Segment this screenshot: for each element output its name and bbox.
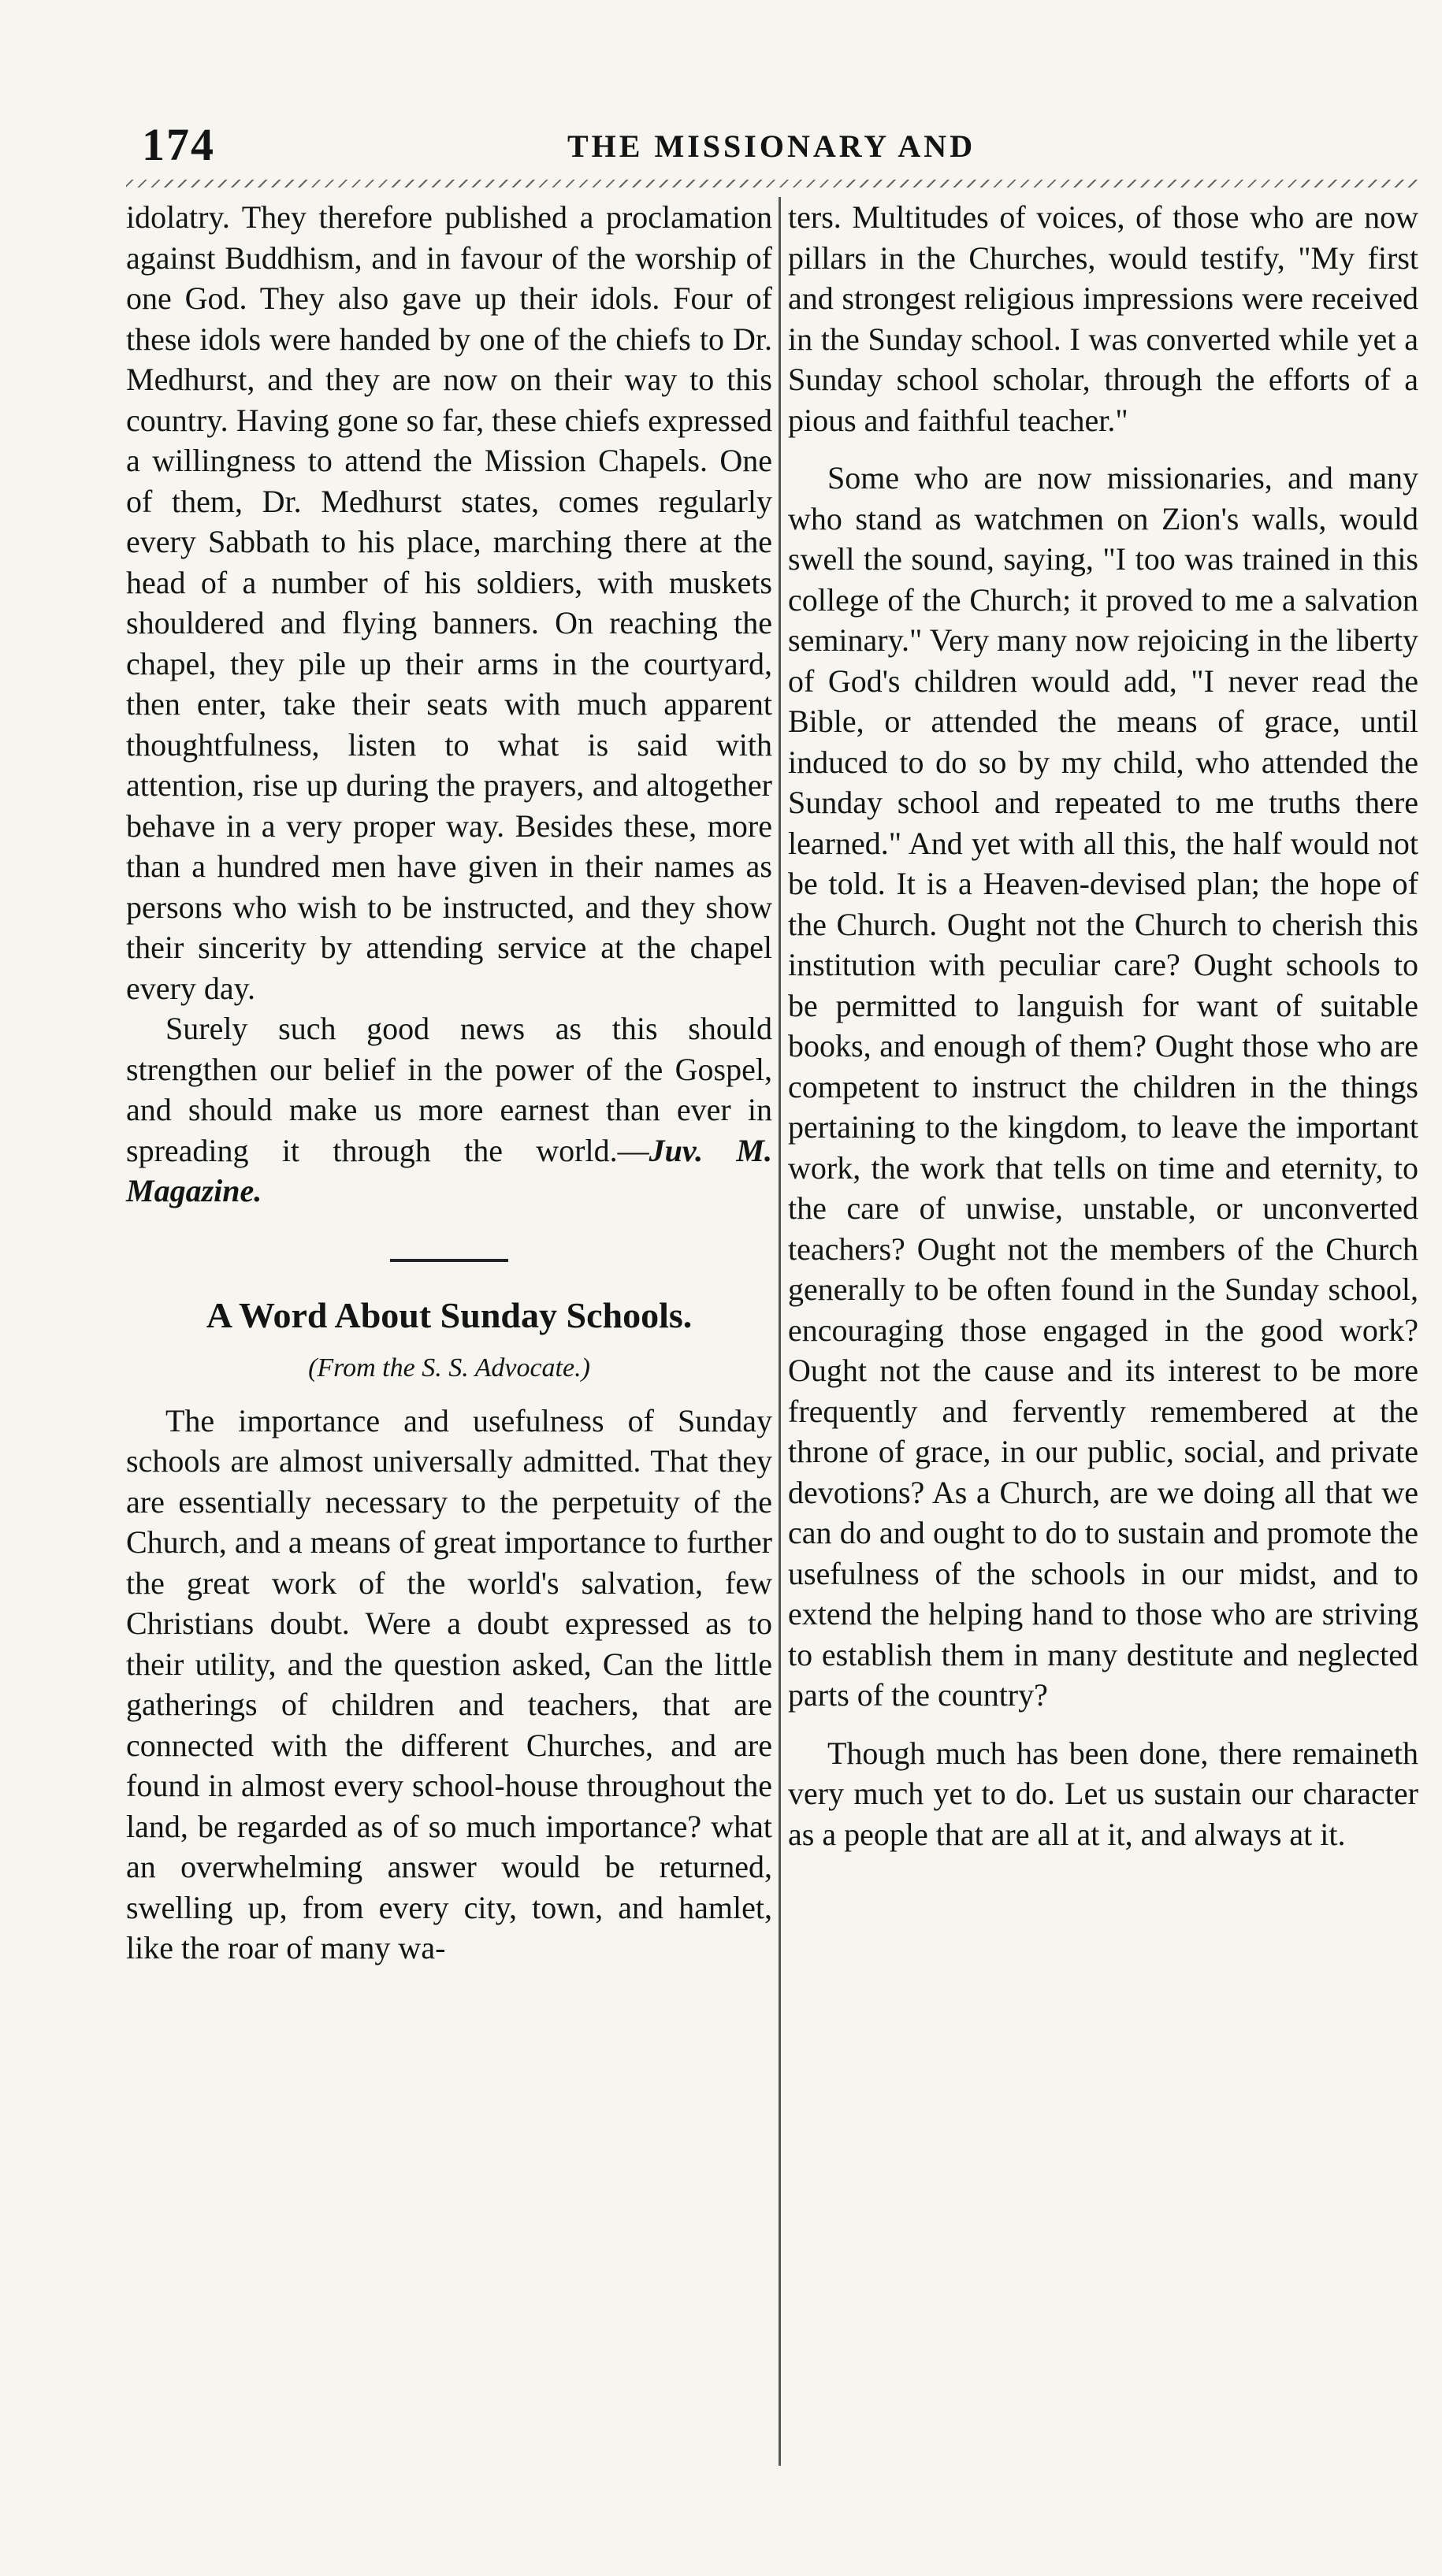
- right-paragraph-2: Some who are now missionaries, and many who stand as watchmen on Zion's walls, would swell the sound, saying, "I too was trained in this college of the Church; it proved to me a salvation seminary." Very many now rejoicing in the liberty of God's children would add, "I never read the Bible, or attended the means of grace, until induced to do so by my child, who attended the Sunday school and repeated to me truths there learned." And yet with all this, the half would not be told. It is a Heaven-devised plan; the hope of the Church. Ought not the Church to cherish this institution with peculiar care? Ought schools to be permitted to languish for want of suitable books, and enough of them? Ought those who are competent to instruct the children in the things pertaining to the kingdom, to leave the important work, the work that tells on time and eternity, to the care of unwise, unstable, or unconverted teachers? Ought not the members of the Church generally to be often found in the Sunday school, encouraging those engaged in the good work? Ought not the cause and its interest to be more frequently and fervently remembered at the throne of grace, in our public, social, and private devotions? As a Church, are we doing all that we can do and ought to do to sustain and promote the usefulness of the schools in our midst, and to extend the helping hand to those who are striving to establish them in many destitute and neglected parts of the country?: [788, 460, 1418, 1713]
- right-paragraph-1: ters. Multitudes of voices, of those who are now pillars in the Churches, would testify, "My first and strongest religious impressions were received in the Sunday school. I was converted while yet a Sunday school scholar, through the efforts of a pious and faithful teacher.": [788, 199, 1418, 438]
- left-paragraph-2: [126, 1008, 772, 1212]
- column-divider: [779, 197, 781, 2466]
- left-paragraph-1: idolatry. They therefore published a proclamation against Buddhism, and in favour of the worship of one God. They also gave up their idols. Four of these idols were handed by one of the chiefs to Dr. Medhurst, and they are now on their way to this country. Having gone so far, these chiefs expressed a willingness to attend the Mission Chapels. One of them, Dr. Medhurst states, comes regularly every Sabbath to his place, marching there at the head of a number of his soldiers, with muskets shouldered and flying banners. On reaching the chapel, they pile up their arms in the courtyard, then enter, take their seats with much apparent thoughtfulness, listen to what is said with attention, rise up during the prayers, and altogether behave in a very proper way. Besides these, more than a hundred men have given in their names as persons who wish to be instructed, and they show their sincerity by attending service at the chapel every day.: [126, 199, 772, 1006]
- running-head: THE MISSIONARY AND: [567, 128, 976, 164]
- right-paragraph-3: Though much has been done, there remaineth very much yet to do. Let us sustain our character as a people that are all at it, and always at it.: [788, 1735, 1418, 1852]
- article-source: (From the S. S. Advocate.): [308, 1353, 590, 1383]
- left-column: [126, 197, 772, 2481]
- left-paragraph-2-source: Juv. M. Magazine.: [126, 1132, 772, 1208]
- left-paragraph-2-text: Surely such good news as this should strengthen our belief in the power of the Gospel, and should make us more earnest than ever in spreading it through the world.—: [126, 1011, 772, 1168]
- article-title: A Word About Sunday Schools.: [206, 1294, 693, 1335]
- right-column: [788, 197, 1418, 2481]
- left-paragraph-3: The importance and usefulness of Sunday schools are almost universally admitted. That they are essentially necessary to the perpetuity of the Church, and a means of great importance to further the great work of the world's salvation, few Christians doubt. Were a doubt expressed as to their utility, and the question asked, Can the little gatherings of children and teachers, that are connected with the different Churches, and are found in almost every school-house throughout the land, be regarded as of so much importance? what an overwhelming answer would be returned, swelling up, from every city, town, and hamlet, like the roar of many wa-: [126, 1402, 772, 1965]
- header-rule: [126, 180, 1418, 187]
- page-header: [126, 118, 1418, 181]
- paragraph-gap: [788, 1716, 1418, 1733]
- page-number: 174: [142, 119, 215, 170]
- article-separator-rule: [390, 1259, 508, 1262]
- paragraph-gap: [788, 440, 1418, 458]
